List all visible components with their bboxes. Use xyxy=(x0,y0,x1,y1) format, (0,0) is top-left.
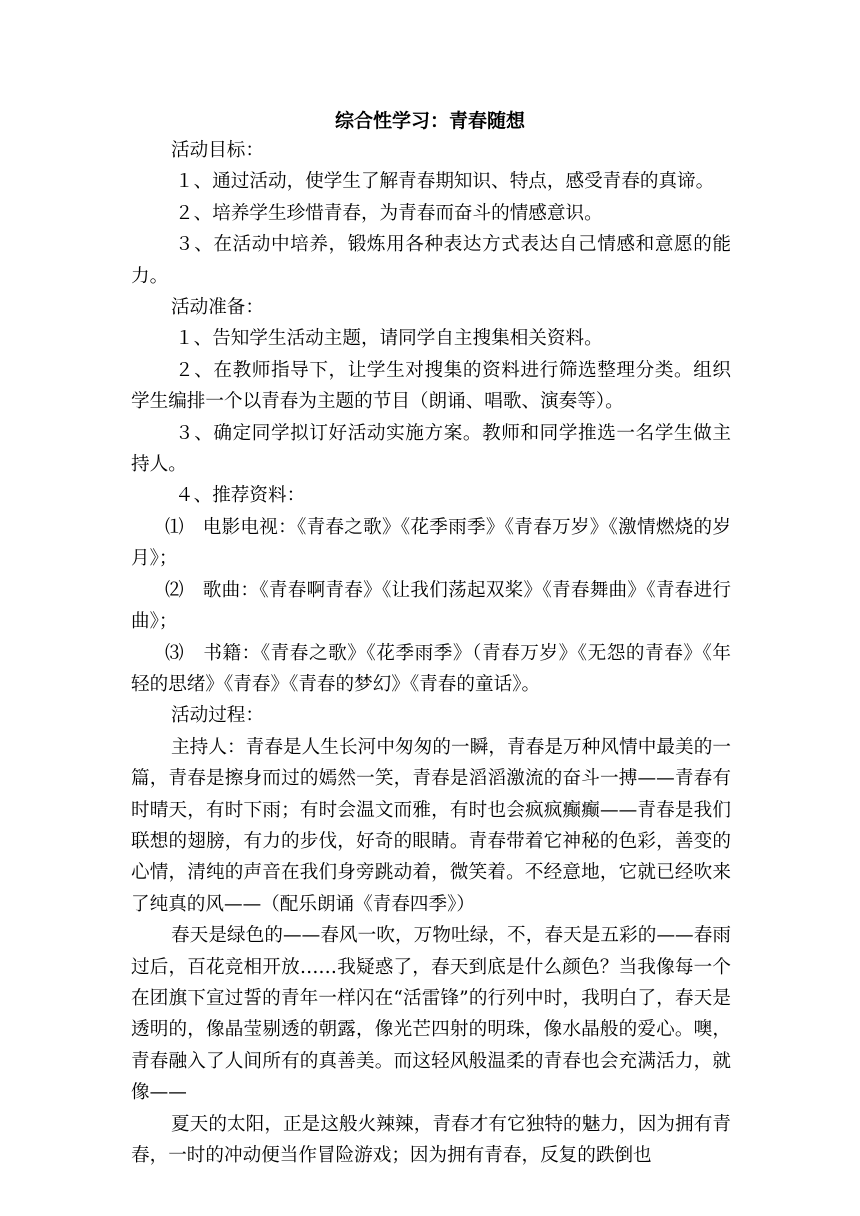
summer-paragraph: 夏天的太阳，正是这般火辣辣，青春才有它独特的魅力，因为拥有青春，一时的冲动便当作冒险游戏；因为拥有青春，反复的跌倒也 xyxy=(131,1113,731,1166)
reference-films: ⑴ 电影电视：《青春之歌》《花季雨季》《青春万岁》《激情燃烧的岁月》； xyxy=(131,516,731,570)
document-body xyxy=(131,135,731,1171)
goal-item-3: ３、在活动中培养，锻炼用各种表达方式表达自己情感和意愿的能力。 xyxy=(131,234,731,287)
preparation-item-1: １、告知学生活动主题，请同学自主搜集相关资料。 xyxy=(175,328,603,350)
section-heading-process: 活动过程： xyxy=(171,705,264,727)
preparation-item-2: ２、在教师指导下，让学生对搜集的资料进行筛选整理分类。组织学生编排一个以青春为主题的节目（朗诵、唱歌、演奏等）。 xyxy=(131,359,731,413)
goal-item-2: ２、培养学生珍惜青春，为青春而奋斗的情感意识。 xyxy=(175,202,603,224)
reference-songs: ⑵ 歌曲：《青春啊青春》《让我们荡起双桨》《青春舞曲》《青春进行曲》； xyxy=(131,579,731,633)
section-heading-goals: 活动目标： xyxy=(171,140,264,161)
preparation-item-4: ４、推荐资料： xyxy=(175,485,306,507)
spring-paragraph: 春天是绿色的——春风一吹，万物吐绿，不，春天是五彩的——春雨过后，百花竞相开放……我疑惑了，春天到底是什么颜色？当我像每一个在团旗下宣过誓的青年一样闪在“活雷锋”的行列中时，我明白了，春天是透明的，像晶莹剔透的朝露，像光芒四射的明珠，像水晶般的爱心。噢，青春融入了人间所有的真善美。而这轻风般温柔的青春也会充满活力，就像—— xyxy=(131,925,731,1104)
section-heading-preparation: 活动准备： xyxy=(171,297,264,319)
preparation-item-3: ３、确定同学拟订好活动实施方案。教师和同学推选一名学生做主持人。 xyxy=(131,422,731,476)
goal-item-1: １、通过活动，使学生了解青春期知识、特点，感受青春的真谛。 xyxy=(175,171,715,193)
document-title: 综合性学习：青春随想 xyxy=(334,110,525,132)
reference-books: ⑶ 书籍：《青春之歌》《花季雨季》（青春万岁》《无怨的青春》《年轻的思绪》《青春》《青春的梦幻》《青春的童话》。 xyxy=(131,642,731,695)
host-paragraph: 主持人：青春是人生长河中匆匆的一瞬，青春是万种风情中最美的一篇，青春是擦身而过的嫣然一笑，青春是滔滔激流的奋斗一搏——青春有时晴天，有时下雨；有时会温文而雅，有时也会疯疯癫癫——青春是我们联想的翅膀，有力的步伐，好奇的眼睛。青春带着它神秘的色彩，善变的心情，清纯的声音在我们身旁跳动着，微笑着。不经意地，它就已经吹来了纯真的风——（配乐朗诵《青春四季》） xyxy=(131,736,731,915)
